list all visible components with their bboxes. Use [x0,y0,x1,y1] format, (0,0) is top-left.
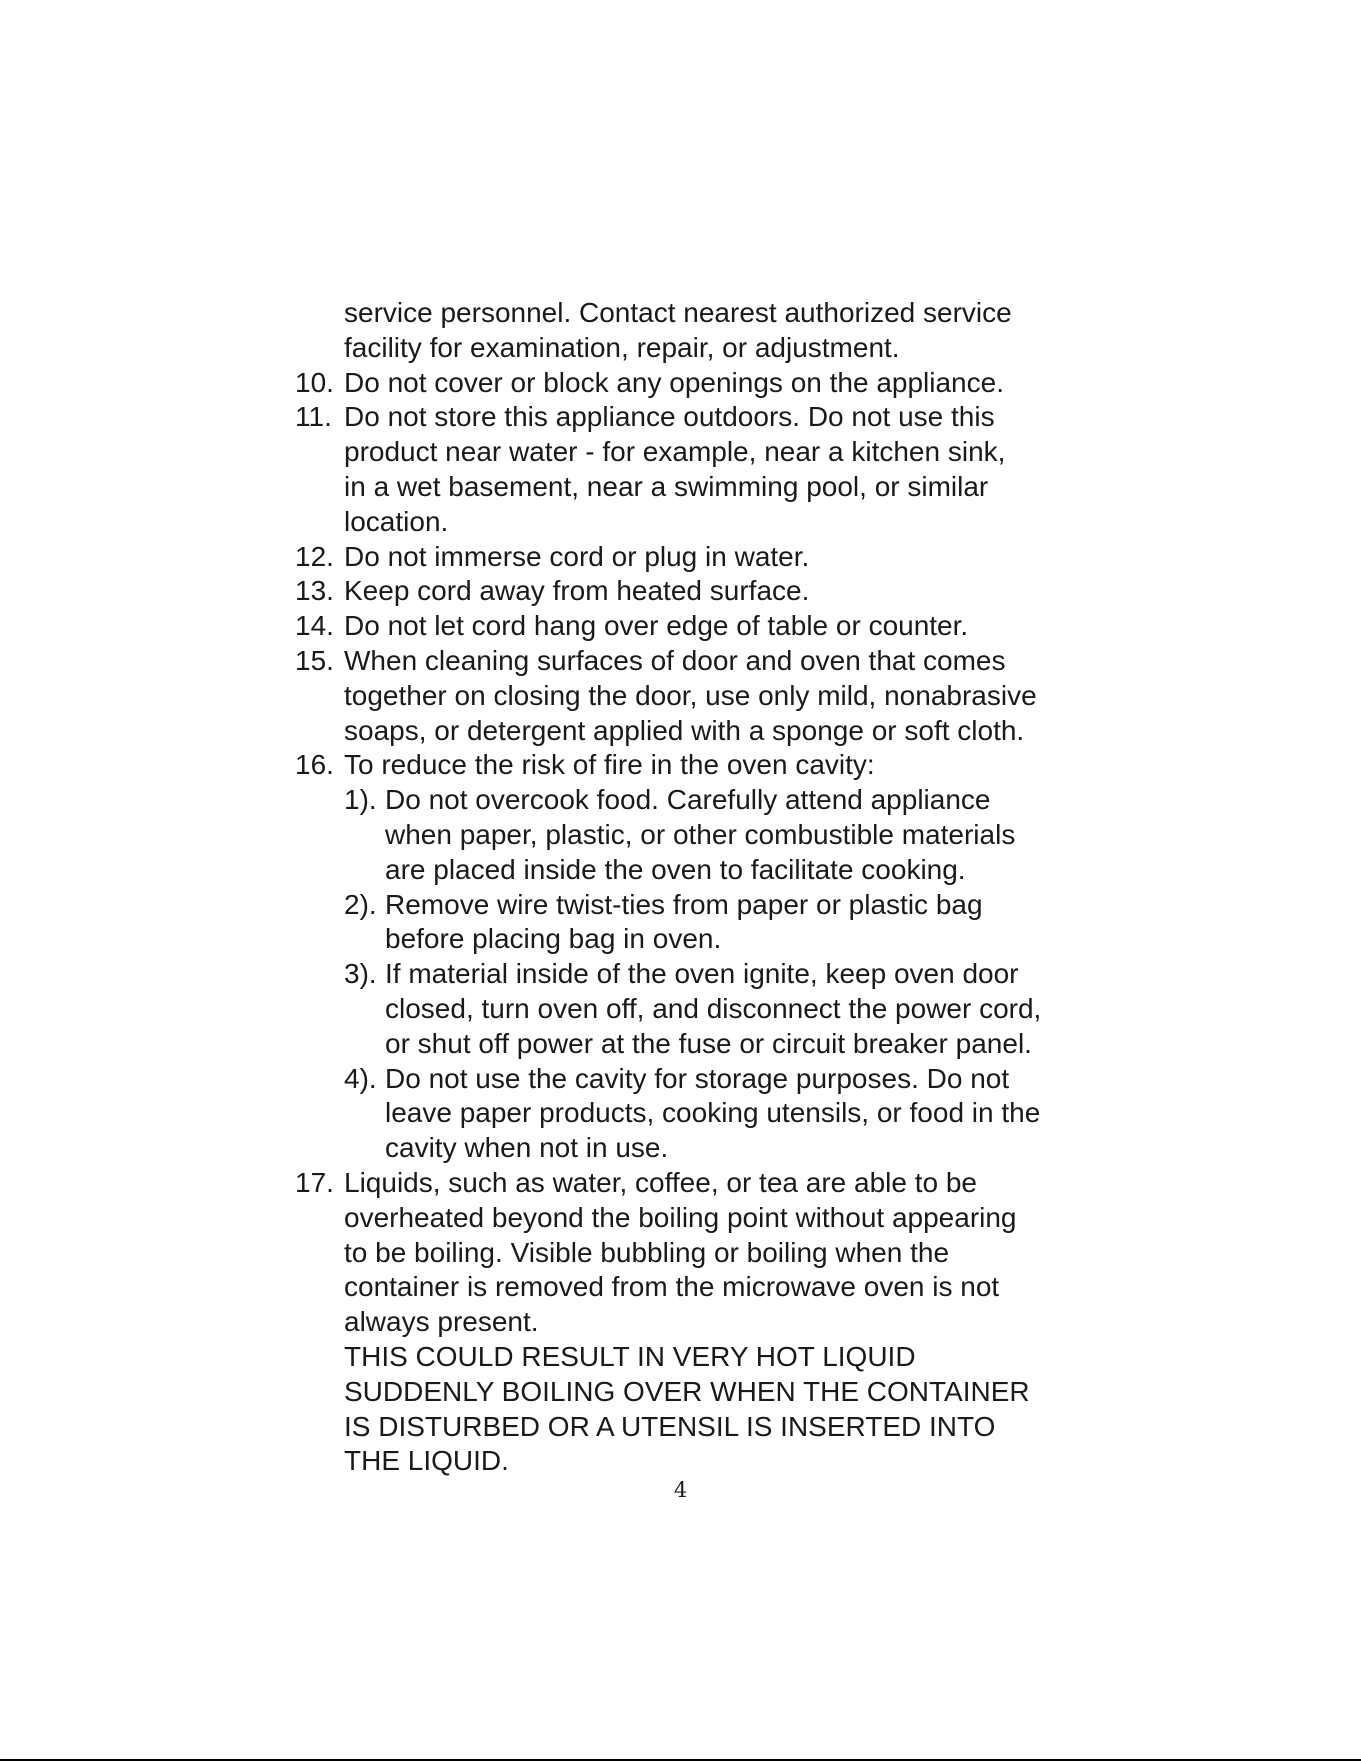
sub-instruction-3 [344,957,1085,1061]
sub-item-number: 2). [344,888,377,920]
item-number: 16. [295,749,334,781]
item-number: 17. [295,1166,334,1198]
warning-line: THE LIQUID. [344,1445,509,1477]
text-line: Do not let cord hang over edge of table or counter. [344,610,969,642]
continuation-text [344,296,1085,366]
text-line: leave paper products, cooking utensils, or food in the [385,1097,1041,1129]
text-line: when paper, plastic, or other combustible materials [385,818,1016,850]
text-line: soaps, or detergent applied with a sponge or soft cloth. [344,714,1025,746]
text-line: Do not immerse cord or plug in water. [344,540,810,572]
instruction-15 [295,644,1085,748]
sub-item-number: 3). [344,958,377,990]
sub-instruction-4 [344,1062,1085,1166]
text-line: To reduce the risk of fire in the oven cavity: [344,749,875,781]
page-number: 4 [673,1478,688,1502]
text-line: facility for examination, repair, or adjustment. [344,331,900,363]
text-line: in a wet basement, near a swimming pool, or similar [344,470,989,502]
text-line: If material inside of the oven ignite, keep oven door [385,958,1019,990]
item-number: 11. [295,401,332,433]
instruction-11 [295,400,1085,539]
text-line: before placing bag in oven. [385,923,722,955]
sub-instruction-1 [344,783,1085,887]
text-line: Remove wire twist-ties from paper or plastic bag [385,888,983,920]
text-line: product near water - for example, near a kitchen sink, [344,436,1006,468]
text-line: always present. [344,1306,539,1338]
text-line: are placed inside the oven to facilitate cooking. [385,853,966,885]
text-line: When cleaning surfaces of door and oven that comes [344,644,1006,676]
instruction-14 [295,609,1085,644]
text-line: service personnel. Contact nearest authorized service [344,297,1012,328]
text-line: Do not use the cavity for storage purposes. Do not [385,1062,1010,1094]
text-line: location. [344,505,449,537]
instruction-10 [295,366,1085,401]
text-line: Do not cover or block any openings on the appliance. [344,366,1004,398]
warning-line: THIS COULD RESULT IN VERY HOT LIQUID [344,1340,916,1372]
sub-item-number: 4). [344,1062,377,1094]
text-line: or shut off power at the fuse or circuit breaker panel. [385,1027,1032,1059]
instruction-17 [295,1166,1085,1479]
warning-line: IS DISTURBED OR A UTENSIL IS INSERTED INTO [344,1410,996,1442]
item-number: 10. [295,366,334,398]
sub-instruction-2 [344,888,1085,958]
text-line: Do not overcook food. Carefully attend appliance [385,784,991,816]
sub-item-number: 1). [344,784,377,816]
safety-instructions [295,296,1085,1479]
instruction-16 [295,748,1085,783]
item-number: 12. [295,540,334,572]
text-line: together on closing the door, use only mild, nonabrasive [344,679,1037,711]
text-line: to be boiling. Visible bubbling or boiling when the [344,1236,950,1268]
text-line: Liquids, such as water, coffee, or tea are able to be [344,1166,977,1198]
text-line: Keep cord away from heated surface. [344,575,810,607]
text-line: overheated beyond the boiling point without appearing [344,1201,1017,1233]
text-line: container is removed from the microwave oven is not [344,1271,1000,1303]
instruction-12 [295,540,1085,575]
warning-line: SUDDENLY BOILING OVER WHEN THE CONTAINER [344,1375,1030,1407]
instruction-13 [295,574,1085,609]
item-number: 14. [295,610,334,642]
item-number: 15. [295,644,334,676]
item-number: 13. [295,575,334,607]
text-line: cavity when not in use. [385,1132,669,1164]
text-line: Do not store this appliance outdoors. Do not use this [344,401,995,433]
text-line: closed, turn oven off, and disconnect the power cord, [385,992,1042,1024]
